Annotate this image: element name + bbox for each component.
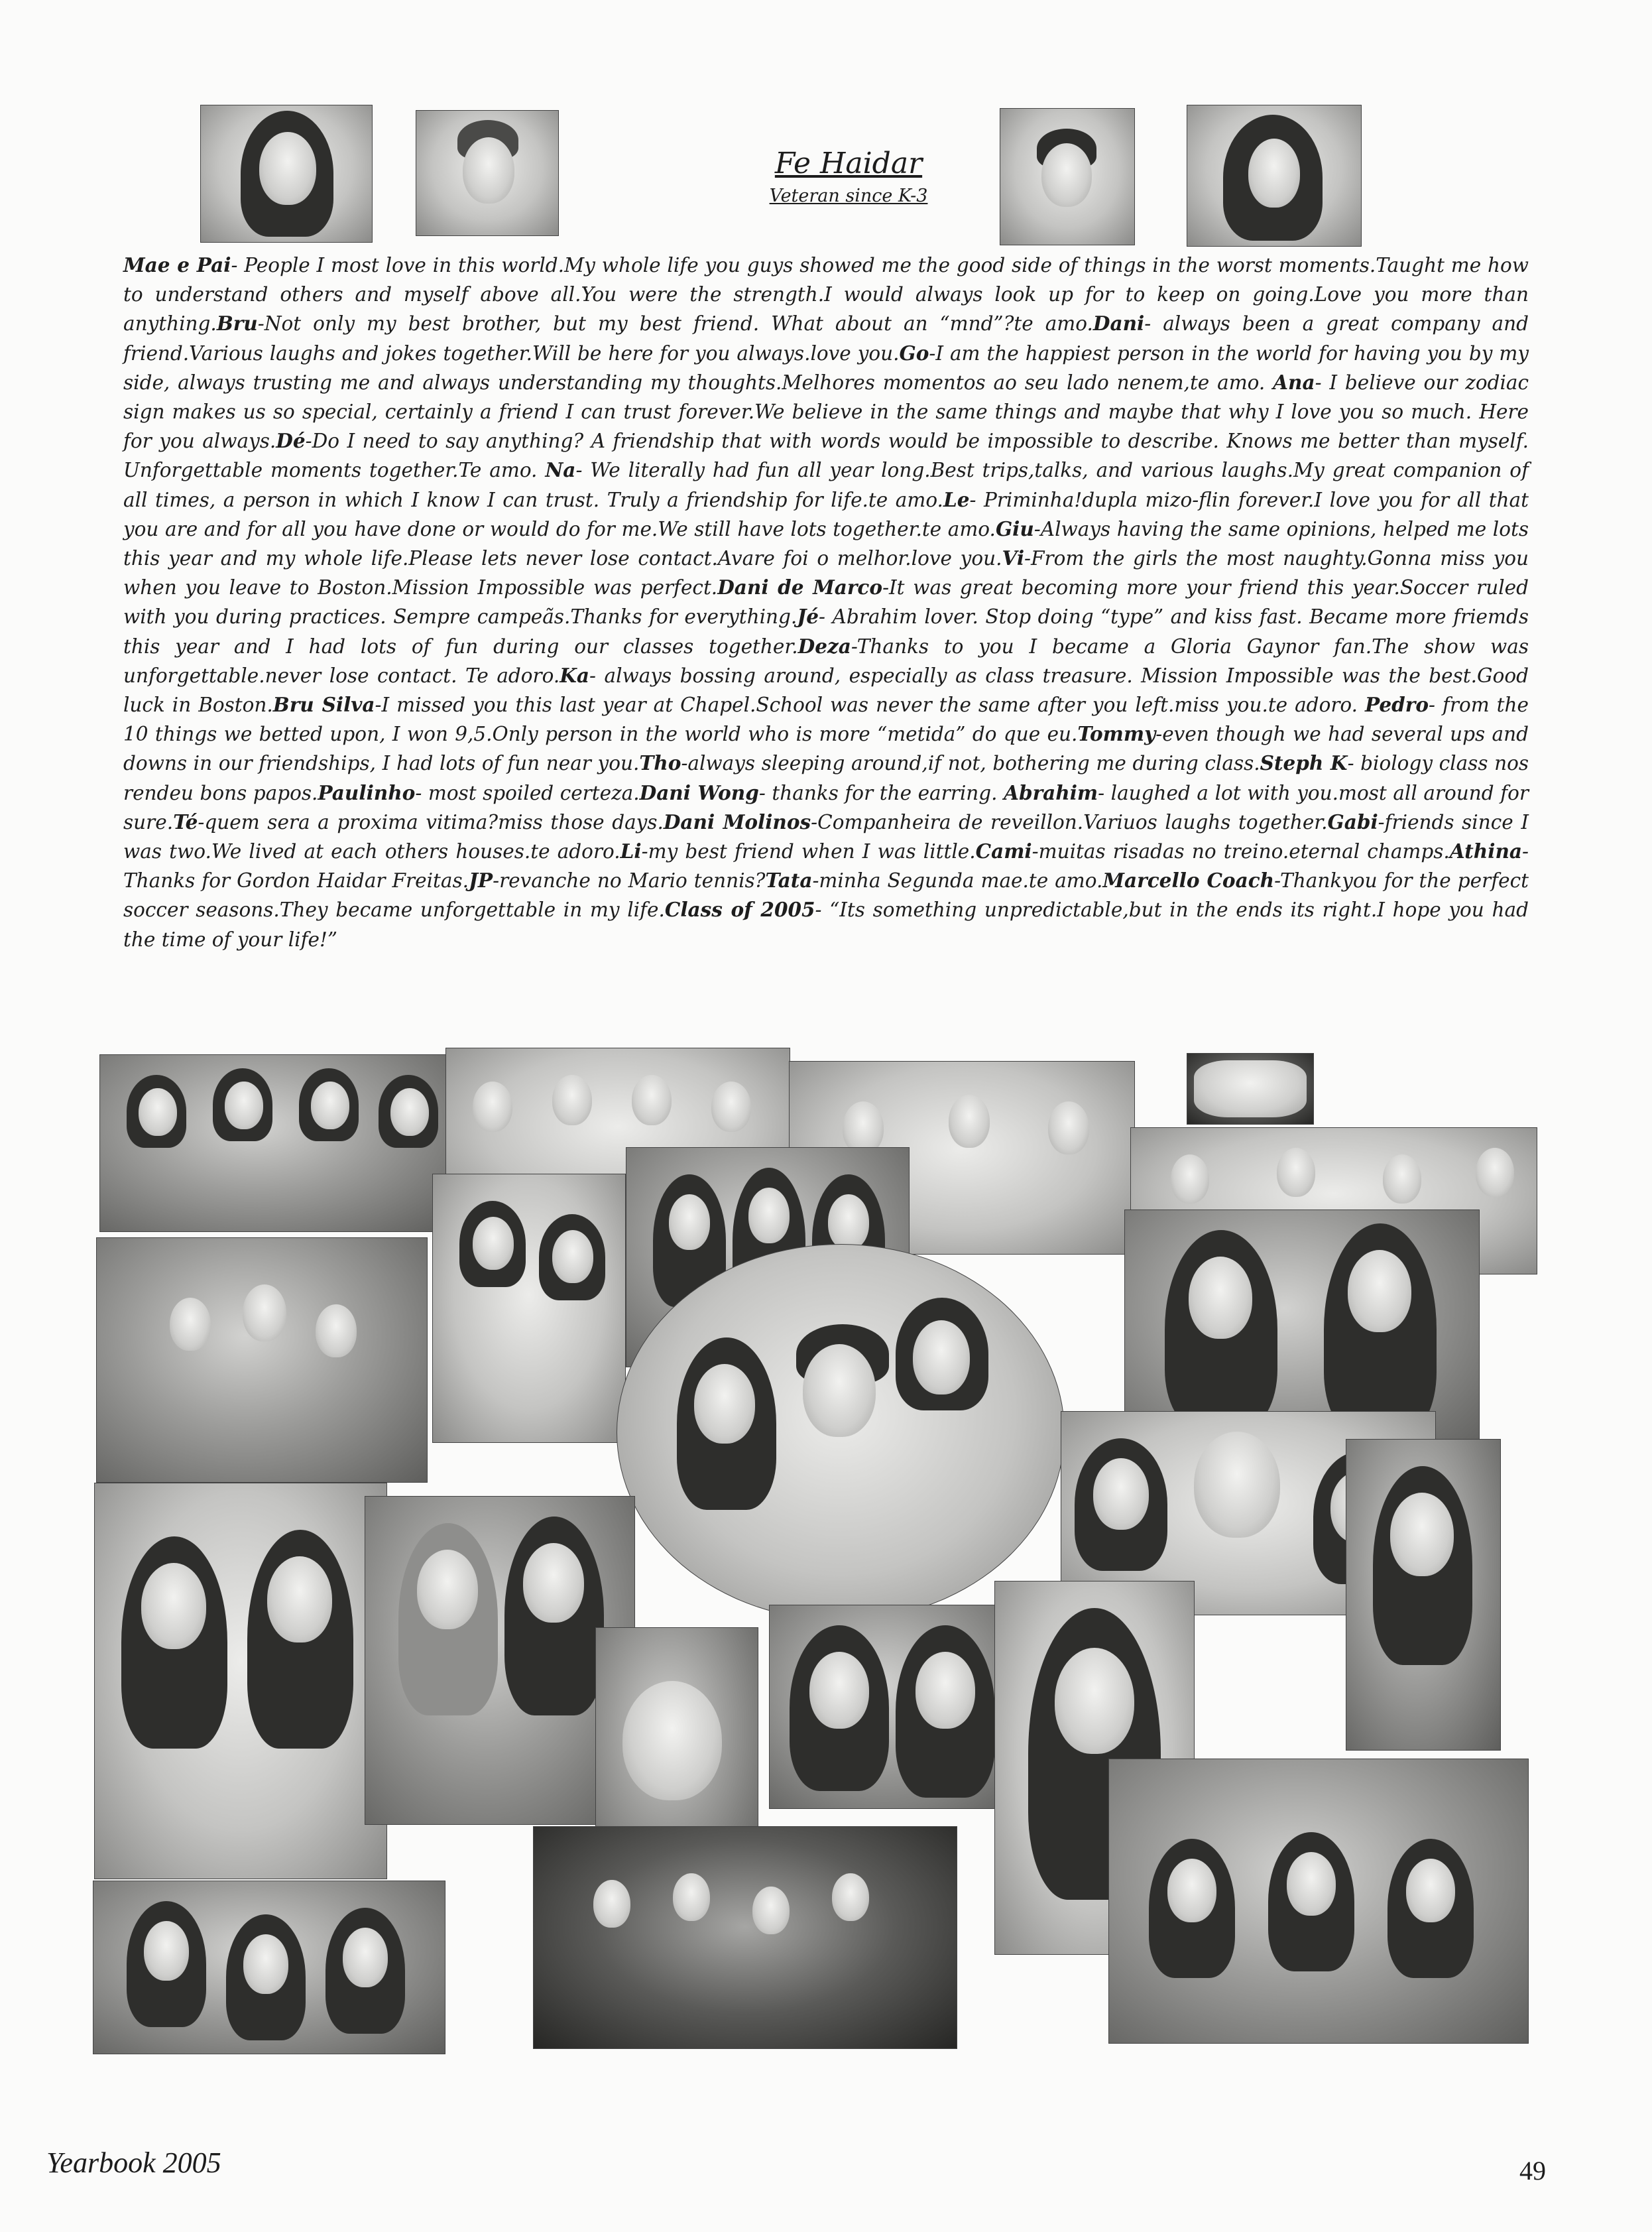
collage-photo-outdoor-group <box>96 1237 428 1483</box>
collage-photo-boys-group <box>533 1826 957 2049</box>
portrait-photo-father <box>416 110 559 236</box>
collage-photo-two-girls-left <box>94 1483 387 1879</box>
message-recipient-name: Mae e Pai <box>123 253 231 277</box>
message-recipient-name: Bru <box>216 312 258 336</box>
message-text: - always been a great company and friend.Various laughs and jokes together.Will be here for you always.love you. <box>123 312 1529 365</box>
page-number: 49 <box>1519 2156 1546 2186</box>
message-text: -revanche no Mario tennis? <box>493 869 766 893</box>
message-recipient-name: Ana <box>1273 370 1315 394</box>
publication-footer: Yearbook 2005 <box>46 2146 221 2179</box>
message-recipient-name: Dani de Marco <box>717 576 883 599</box>
senior-message <box>123 251 1529 954</box>
message-text: -muitas risadas no treino.eternal champs. <box>1032 840 1450 863</box>
message-recipient-name: Dani <box>1092 312 1145 336</box>
message-text: - laughed a lot with you.most all around for sure. <box>123 781 1529 834</box>
collage-photo-little-girls <box>432 1174 626 1443</box>
message-text: - biology class nos rendeu bons papos. <box>123 752 1529 804</box>
collage-photo-girl-necklace <box>1346 1439 1501 1751</box>
message-recipient-name: Le <box>943 487 970 511</box>
message-recipient-name: Steph K <box>1260 751 1348 775</box>
message-text: - Priminha!dupla mizo-flin forever.I love you for all that you are and for all you have done or would do for me.We still have lots together.te amo. <box>123 488 1529 540</box>
student-name: Fe Haidar <box>774 147 923 180</box>
portrait-photo-child-girl <box>1187 105 1362 247</box>
message-recipient-name: Go <box>899 341 929 365</box>
message-recipient-name: Na <box>545 458 576 482</box>
message-text: - always bossing around, especially as class treasure. Mission Impossible was the best.Good luck in Boston. <box>123 664 1529 717</box>
message-text: -friends since I was two.We lived at each others houses.te adoro. <box>123 810 1529 863</box>
collage-photo-three-girls-bottom-left <box>93 1881 445 2054</box>
message-recipient-name: Class of 2005 <box>664 898 815 922</box>
message-recipient-name: Pedro <box>1365 693 1429 717</box>
message-text: -It was great becoming more your friend this year.Soccer ruled with you during practices. Sempre campeãs.Thanks for everything. <box>123 576 1529 629</box>
collage-photo-eyes-closeup <box>1187 1053 1314 1125</box>
message-recipient-name: Cami <box>975 839 1032 863</box>
collage-photo-center-circle <box>617 1244 1065 1621</box>
collage-photo-two-blonde-girls <box>365 1496 635 1825</box>
message-recipient-name: Bru Silva <box>272 693 375 717</box>
message-text: - “Its something unpredictable,but in the ends its right.I hope you had the time of your life!” <box>123 899 1529 951</box>
message-recipient-name: Abrahim <box>1004 780 1098 804</box>
message-text: -my best friend when I was little. <box>641 840 976 863</box>
message-recipient-name: Jé <box>797 605 819 629</box>
portrait-photo-mother <box>200 105 373 243</box>
message-text: - most spoiled certeza. <box>415 781 640 804</box>
message-text: -From the girls the most naughty.Gonna miss you when you leave to Boston.Mission Impossible was perfect. <box>123 547 1529 599</box>
page-heading <box>716 145 981 210</box>
portrait-photo-child-boy <box>1000 108 1135 245</box>
message-recipient-name: Tho <box>639 751 681 775</box>
message-text: -I missed you this last year at Chapel.School was never the same after you left.miss you.te adoro. <box>375 694 1366 717</box>
collage-photo-group-four-girls <box>99 1054 449 1232</box>
message-recipient-name: Gabi <box>1327 810 1378 834</box>
message-recipient-name: JP <box>468 869 493 893</box>
message-recipient-name: Tata <box>765 869 813 893</box>
message-recipient-name: Dani Wong <box>639 780 759 804</box>
message-text: - Abrahim lover. Stop doing “type” and kiss fast. Became more friemds this year and I had lots of fun during our classes together. <box>123 605 1529 658</box>
message-text: -minha Segunda mae.te amo. <box>812 869 1103 893</box>
message-recipient-name: Marcello Coach <box>1102 869 1275 893</box>
message-text: - Thanks for Gordon Haidar Freitas. <box>123 840 1529 893</box>
student-subtitle: Veteran since K-3 <box>769 186 928 206</box>
message-recipient-name: Vi <box>1002 546 1025 570</box>
message-recipient-name: Té <box>173 810 198 834</box>
message-text: -Not only my best brother, but my best friend. What about an “mnd”?te amo. <box>257 312 1093 336</box>
collage-photo-girls-sitting <box>1108 1759 1529 2044</box>
message-text: -I am the happiest person in the world for having you by my side, always trusting me and always understanding my thoughts.Melhores momentos ao seu lado nenem,te amo. <box>123 341 1529 394</box>
message-recipient-name: Paulinho <box>318 780 416 804</box>
message-recipient-name: Athina <box>1449 839 1523 863</box>
message-text: - thanks for the earring. <box>758 781 1004 804</box>
message-recipient-name: Tommy <box>1077 722 1156 746</box>
message-recipient-name: Dani Molinos <box>663 810 811 834</box>
message-recipient-name: Giu <box>995 517 1034 540</box>
message-text: - from the 10 things we betted upon, I won 9,5.Only person in the world who is more “metida” do que eu. <box>123 694 1529 746</box>
message-text: - We literally had fun all year long.Best trips,talks, and various laughs.My great companion of all times, a person in which I know I can trust. Truly a friendship for life.te amo. <box>123 459 1529 511</box>
message-text: -Thanks to you I became a Gloria Gaynor fan.The show was unforgettable.never lose contact. Te adoro. <box>123 635 1529 687</box>
message-text: -Always having the same opinions, helped me lots this year and my whole life.Please lets never lose contact.Avare foi o melhor.love you. <box>123 517 1529 570</box>
message-text: -Do I need to say anything? A friendship that with words would be impossible to describe. Knows me better than myself. Unforgettable moments together.Te amo. <box>123 430 1529 482</box>
message-text: - People I most love in this world.My whole life you guys showed me the good side of things in the worst moments.Taught me how to understand others and myself above all.You were the strength.I would always look up for to keep on going.Love you more than anything. <box>123 254 1529 336</box>
message-text: -Companheira de reveillon.Variuos laughs together. <box>811 810 1328 834</box>
message-text: -even though we had several ups and downs in our friendships, I had lots of fun near you. <box>123 723 1529 775</box>
message-text: - I believe our zodiac sign makes us so special, certainly a friend I can trust forever.We believe in the same things and maybe that why I love you so much. Here for you always. <box>123 371 1529 453</box>
message-recipient-name: Dé <box>276 429 306 453</box>
message-text: -quem sera a proxima vitima?miss those days. <box>198 810 664 834</box>
message-text: -always sleeping around,if not, bothering me during class. <box>681 752 1260 775</box>
message-recipient-name: Ka <box>560 663 590 687</box>
message-recipient-name: Li <box>620 839 642 863</box>
message-recipient-name: Deza <box>797 634 851 658</box>
message-text: -Thankyou for the perfect soccer seasons.They became unforgettable in my life. <box>123 869 1529 922</box>
collage-photo-two-girls-hugging <box>769 1605 1020 1809</box>
